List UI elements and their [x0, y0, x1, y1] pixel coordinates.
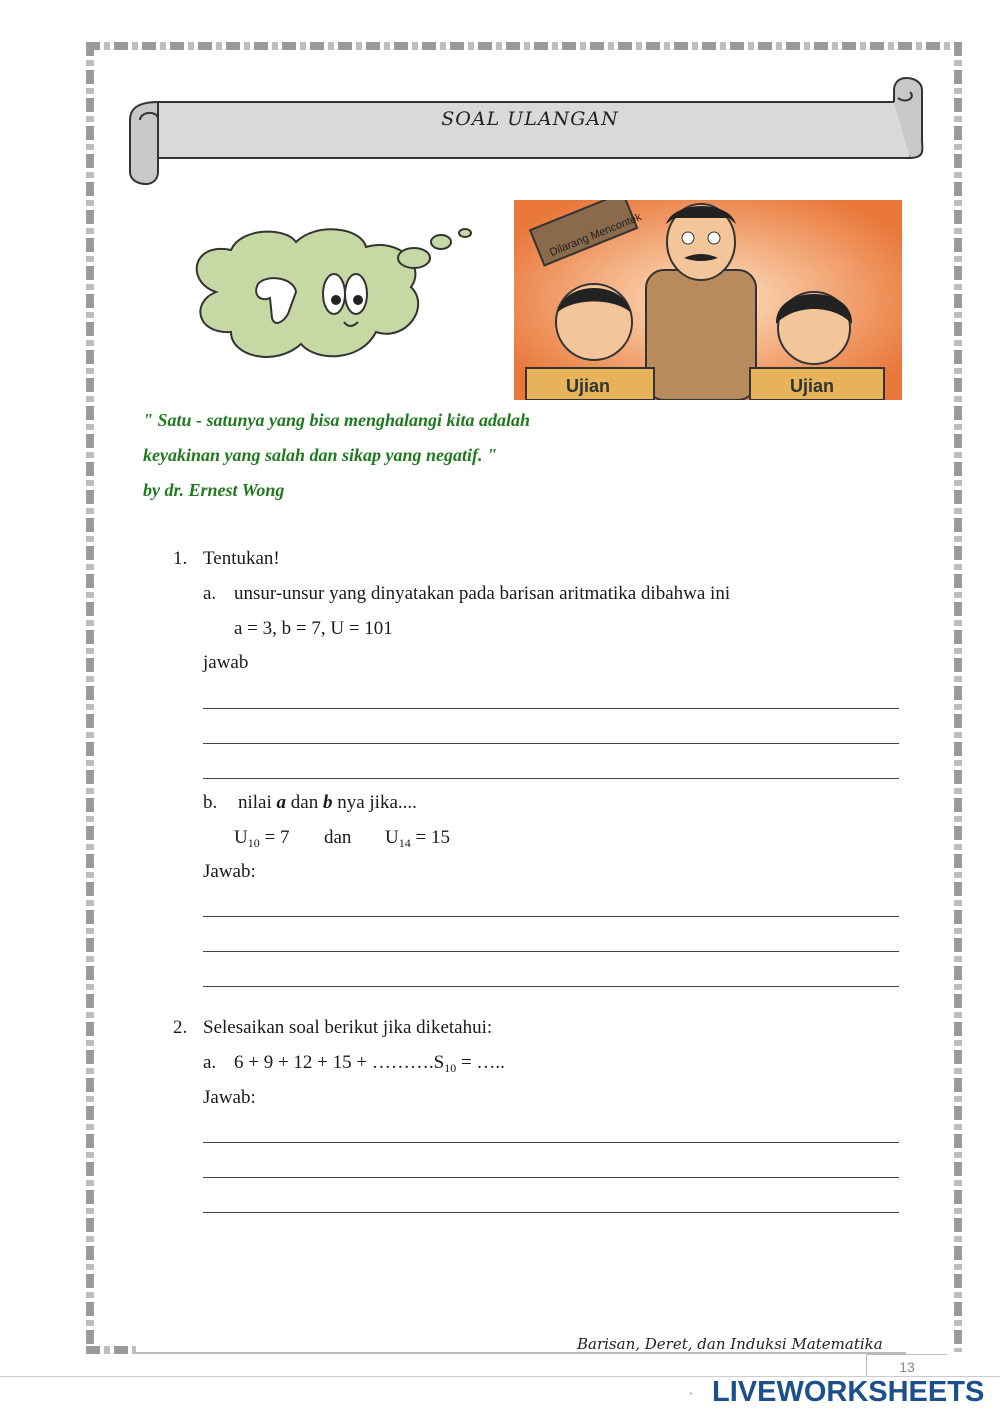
question-2-title: Selesaikan soal berikut jika diketahui:	[203, 1017, 493, 1038]
footer-title: Barisan, Deret, dan Induksi Matematika	[577, 1335, 883, 1353]
exam-cartoon-illustration	[514, 200, 902, 400]
answer-line[interactable]	[203, 916, 899, 917]
thinking-cloud-illustration	[186, 222, 486, 372]
question-2a-label: a.	[203, 1052, 217, 1073]
quote-author: by dr. Ernest Wong	[143, 480, 285, 500]
answer-line[interactable]	[203, 986, 899, 987]
question-1a-text: unsur-unsur yang dinyatakan pada barisan aritmatika dibahwa ini	[234, 583, 731, 604]
worksheet-title: SOAL ULANGAN	[441, 108, 619, 130]
question-1-title: Tentukan!	[203, 548, 280, 569]
quote-line-2: keyakinan yang salah dan sikap yang negatif. "	[143, 445, 498, 465]
question-1a-label: a.	[203, 583, 217, 604]
answer-line[interactable]	[203, 778, 899, 779]
question-2a-answer-label: Jawab:	[203, 1087, 256, 1108]
answer-line[interactable]	[203, 708, 899, 709]
question-1a-given: a = 3, b = 7, U = 101	[234, 618, 393, 639]
question-1b-given-u14: $U_{14} = 15$	[385, 827, 450, 850]
question-1b-text: nilai a dan b nya jika....	[238, 792, 417, 813]
quote-line-1: " Satu - satunya yang bisa menghalangi kita adalah	[143, 410, 531, 430]
question-1b-label: b.	[203, 792, 218, 813]
answer-line[interactable]	[203, 1142, 899, 1143]
answer-line[interactable]	[203, 1177, 899, 1178]
right-desk-label: Ujian	[790, 376, 835, 396]
question-2-number: 2.	[173, 1017, 188, 1038]
page-border-right	[954, 42, 962, 1352]
left-desk-label: Ujian	[566, 376, 611, 396]
question-2a-expression: $6 + 9 + 12 + 15 + \dots\dots\dots.S_{10}$ = …..	[234, 1052, 505, 1075]
answer-line[interactable]	[203, 743, 899, 744]
question-1a-answer-label: jawab	[203, 652, 249, 673]
page-number: 13	[866, 1354, 947, 1377]
liveworksheets-brand[interactable]: LIVEWORKSHEETS	[712, 1376, 985, 1408]
question-1b-answer-label: Jawab:	[203, 861, 256, 882]
scroll-banner	[126, 76, 926, 186]
page-border-top	[86, 42, 962, 50]
answer-line[interactable]	[203, 1212, 899, 1213]
question-1b-conjunction: dan	[324, 827, 352, 848]
sign-text: Dilarang Mencontek	[548, 211, 644, 259]
liveworksheets-logo-icon	[690, 1383, 712, 1405]
answer-line[interactable]	[203, 951, 899, 952]
question-1b-given-u10: $U_{10} = 7$	[234, 827, 290, 850]
question-1-number: 1.	[173, 548, 188, 569]
page-border-bottom	[86, 1346, 136, 1354]
page-border-left	[86, 42, 94, 1352]
footer-divider	[136, 1352, 906, 1354]
